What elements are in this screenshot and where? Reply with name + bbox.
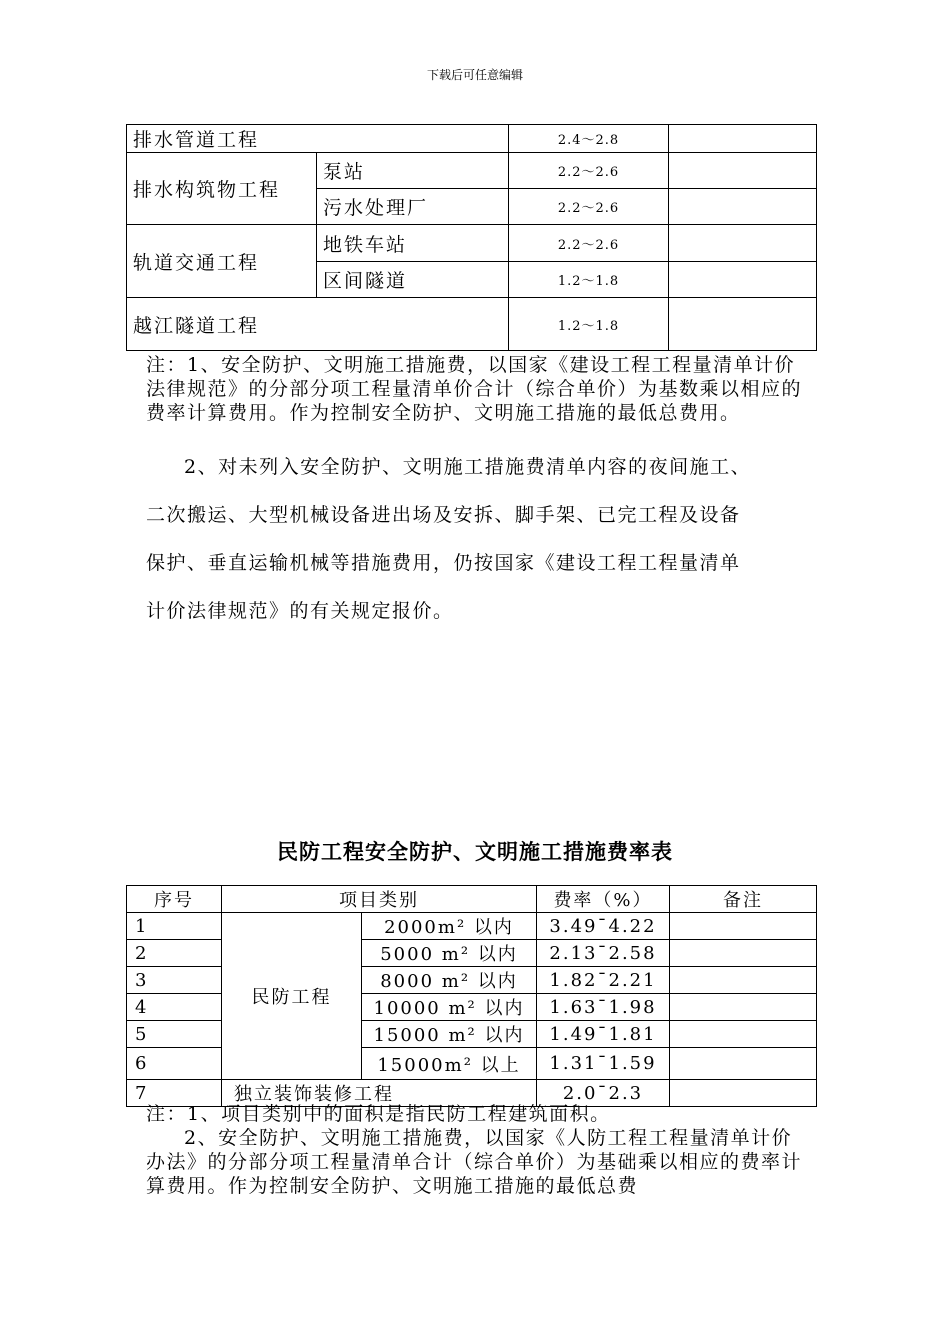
- sub-project-label: 泵站: [317, 153, 509, 189]
- rate-cell: 3.49¯4.22: [537, 913, 670, 940]
- remark-cell: [669, 225, 817, 262]
- note-paragraph-2-line-1: 2、对未列入安全防护、文明施工措施费清单内容的夜间施工、: [184, 456, 752, 478]
- group-label: 民防工程: [222, 913, 362, 1080]
- column-header: 费率（%）: [537, 886, 670, 913]
- row-number: 1: [127, 913, 222, 940]
- remark-cell: [669, 262, 817, 298]
- note2-paragraph-2: 2、安全防护、文明施工措施费，以国家《人防工程工程量清单计价办法》的分部分项工程量清单合计（综合单价）为基础乘以相应的费率计算费用。作为控制安全防护、文明施工措施的最低总费: [146, 1127, 803, 1197]
- sub-project-label: 污水处理厂: [317, 189, 509, 225]
- column-header: 序号: [127, 886, 222, 913]
- row-number: 5: [127, 1021, 222, 1048]
- note-paragraph-2-line-3: 保护、垂直运输机械等措施费用，仍按国家《建设工程工程量清单: [146, 552, 741, 574]
- area-cell: 5000 m² 以内: [362, 940, 537, 967]
- remark-cell: [669, 298, 817, 351]
- row-number: 6: [127, 1048, 222, 1080]
- rate-value: 1.2～1.8: [509, 298, 669, 351]
- rate-value: 2.2～2.6: [509, 189, 669, 225]
- rate-cell: 2.13¯2.58: [537, 940, 670, 967]
- remark-cell: [670, 1048, 817, 1080]
- note-paragraph-1: 注：1、安全防护、文明施工措施费，以国家《建设工程工程量清单计价法律规范》的分部分项工程量清单价合计（综合单价）为基数乘以相应的费率计算费用。作为控制安全防护、文明施工措施的最低总费用。: [146, 354, 803, 424]
- note2-paragraph-1: 注：1、项目类别中的面积是指民防工程建筑面积。: [146, 1103, 611, 1125]
- remark-cell: [670, 940, 817, 967]
- sub-project-label: 地铁车站: [317, 225, 509, 262]
- table-row: [127, 125, 817, 153]
- rate-cell: 1.31¯1.59: [537, 1048, 670, 1080]
- remark-cell: [669, 125, 817, 153]
- note-paragraph-2-line-4: 计价法律规范》的有关规定报价。: [146, 600, 454, 622]
- project-label: 独立装饰装修工程: [222, 1080, 537, 1107]
- area-cell: 15000 m² 以内: [362, 1021, 537, 1048]
- remark-cell: [669, 153, 817, 189]
- area-cell: 10000 m² 以内: [362, 994, 537, 1021]
- project-label: 越江隧道工程: [127, 298, 509, 351]
- sub-project-label: 区间隧道: [317, 262, 509, 298]
- note-paragraph-2-line-2: 二次搬运、大型机械设备进出场及安拆、脚手架、已完工程及设备: [146, 504, 741, 526]
- rate-value: 2.2～2.6: [509, 153, 669, 189]
- remark-cell: [669, 189, 817, 225]
- remark-cell: [670, 1021, 817, 1048]
- table-header-row: [127, 886, 817, 913]
- table-row: [127, 153, 817, 189]
- remark-cell: [670, 967, 817, 994]
- rate-value: 1.2～1.8: [509, 262, 669, 298]
- row-number: 2: [127, 940, 222, 967]
- project-label: 排水管道工程: [127, 125, 509, 153]
- area-cell: 8000 m² 以内: [362, 967, 537, 994]
- project-label: 轨道交通工程: [127, 225, 317, 298]
- row-number: 4: [127, 994, 222, 1021]
- table-row: [127, 298, 817, 351]
- page-header: 下载后可任意编辑: [426, 68, 523, 82]
- row-number: 7: [127, 1080, 222, 1107]
- row-number: 3: [127, 967, 222, 994]
- remark-cell: [670, 994, 817, 1021]
- area-cell: 2000m² 以内: [362, 913, 537, 940]
- rate-cell: 2.0¯2.3: [537, 1080, 670, 1107]
- rate-cell: 1.49¯1.81: [537, 1021, 670, 1048]
- table-row: [127, 225, 817, 262]
- rate-value: 2.2～2.6: [509, 225, 669, 262]
- rate-value: 2.4～2.8: [509, 125, 669, 153]
- project-label: 排水构筑物工程: [127, 153, 317, 225]
- rate-cell: 1.82¯2.21: [537, 967, 670, 994]
- table-row: [127, 913, 817, 940]
- rate-table-civil-defense: [126, 885, 817, 1107]
- column-header: 备注: [670, 886, 817, 913]
- table-title: 民防工程安全防护、文明施工措施费率表: [277, 839, 673, 864]
- remark-cell: [670, 913, 817, 940]
- rate-table-municipal: [126, 124, 817, 351]
- area-cell: 15000m² 以上: [362, 1048, 537, 1080]
- rate-cell: 1.63¯1.98: [537, 994, 670, 1021]
- column-header: 项目类别: [222, 886, 537, 913]
